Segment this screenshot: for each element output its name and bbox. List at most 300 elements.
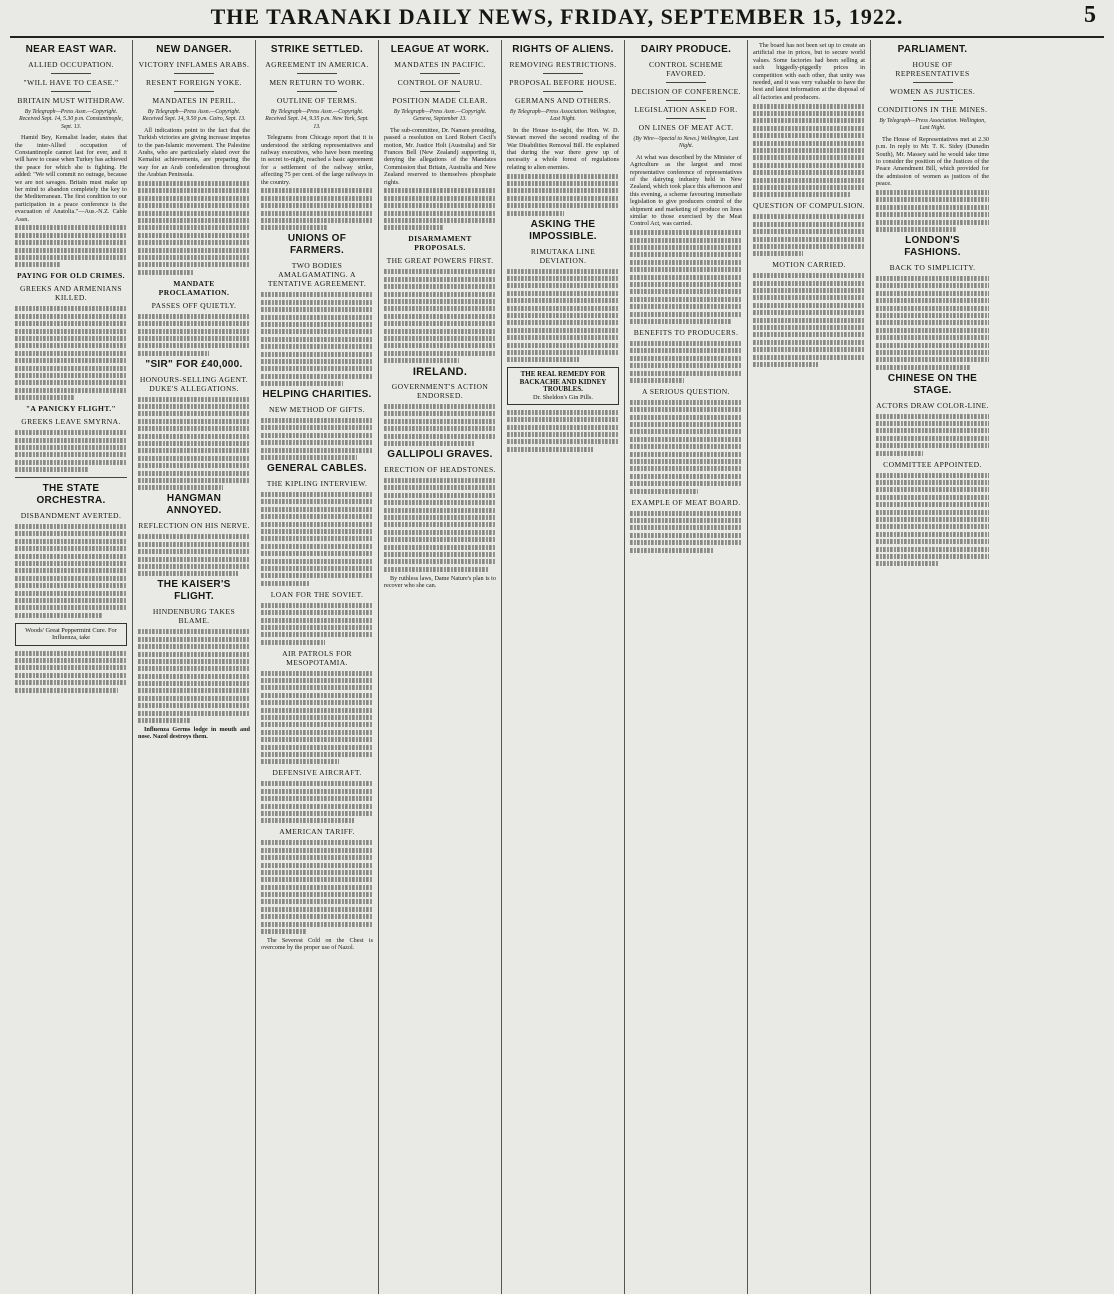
subheading: TWO BODIES AMALGAMATING. A TENTATIVE AGREEMENT. — [267, 261, 367, 289]
divider — [174, 73, 214, 74]
text-line — [753, 251, 803, 256]
text-line — [138, 329, 250, 334]
body-text-block — [507, 174, 619, 216]
text-line — [876, 298, 989, 303]
text-line — [261, 899, 373, 904]
text-line — [261, 632, 373, 637]
subheading: VICTORY INFLAMES ARABS. — [138, 60, 250, 69]
text-line — [876, 205, 989, 210]
text-line — [384, 299, 496, 304]
text-line — [384, 336, 496, 341]
text-line — [384, 292, 496, 297]
columns — [10, 40, 1104, 1294]
text-line — [507, 320, 619, 325]
text-line — [261, 693, 373, 698]
text-line — [876, 313, 989, 318]
text-line — [753, 148, 865, 153]
text-line — [876, 320, 989, 325]
text-line — [15, 539, 127, 544]
body-text-block — [753, 104, 865, 198]
text-line — [876, 495, 989, 500]
text-line — [261, 366, 373, 371]
subheading: THE KIPLING INTERVIEW. — [266, 479, 368, 489]
subheading: ACTORS DRAW COLOR-LINE. — [876, 400, 989, 410]
text-line — [384, 404, 496, 409]
text-line — [261, 781, 373, 786]
text-line — [138, 659, 250, 664]
subheading: HONOURS-SELLING AGENT. DUKE'S ALLEGATIONS. — [139, 374, 249, 393]
headline: GENERAL CABLES. — [267, 463, 367, 475]
text-line — [138, 211, 250, 216]
text-line — [15, 306, 127, 311]
divider — [51, 91, 91, 92]
column-7 — [748, 40, 871, 1294]
text-line — [138, 542, 250, 547]
text-line — [384, 552, 496, 557]
subheading: COMMITTEE APPOINTED. — [883, 459, 982, 469]
subheading: CONDITIONS IN THE MINES. — [877, 105, 988, 114]
text-line — [15, 395, 74, 400]
text-line — [15, 366, 127, 371]
headline: NEAR EAST WAR. — [25, 44, 117, 55]
text-line — [261, 203, 373, 208]
text-line — [15, 445, 127, 450]
text-line — [384, 314, 496, 319]
text-line — [261, 840, 373, 845]
text-line — [630, 437, 742, 442]
advertisement-text: Woods' Great Peppermint Cure. For Influenza, take — [25, 626, 117, 642]
body-text-block — [138, 629, 250, 723]
headline: LEAGUE AT WORK. — [390, 44, 490, 55]
text-line — [261, 211, 373, 216]
text-line — [261, 671, 373, 676]
text-line — [261, 337, 373, 342]
subheading: HINDENBURG TAKES BLAME. — [152, 607, 236, 626]
subheading: GERMANS AND OTHERS. — [515, 96, 611, 105]
text-line — [261, 307, 373, 312]
text-line — [876, 443, 989, 448]
subheading: GREEKS AND ARMENIANS KILLED. — [19, 284, 123, 303]
advertisement — [507, 367, 619, 405]
text-line — [753, 185, 865, 190]
subheading: DISBANDMENT AVERTED. — [20, 511, 122, 521]
text-line — [261, 618, 373, 623]
text-line — [876, 357, 989, 362]
subheading: AIR PATROLS FOR MESOPOTAMIA. — [282, 648, 352, 667]
text-line — [630, 400, 742, 405]
text-line — [384, 203, 496, 208]
text-line — [261, 536, 373, 541]
text-line — [138, 196, 250, 201]
text-line — [876, 561, 938, 566]
body-text-block — [384, 478, 496, 572]
text-line — [507, 174, 619, 179]
advertisement-text: Influenza Germs lodge in mouth and nose. Nazol destroys them. — [138, 726, 250, 741]
text-line — [15, 524, 127, 529]
text-line — [261, 455, 357, 460]
text-line — [15, 583, 127, 588]
divider — [666, 118, 706, 119]
text-line — [384, 522, 496, 527]
text-line — [261, 752, 373, 757]
text-line — [876, 510, 989, 515]
text-line — [630, 356, 742, 361]
text-line — [261, 344, 373, 349]
text-line — [138, 441, 250, 446]
body-text-block — [630, 511, 742, 553]
text-line — [138, 248, 250, 253]
text-line — [507, 291, 619, 296]
text-line — [15, 255, 127, 260]
text-line — [876, 365, 971, 370]
text-line — [138, 426, 250, 431]
divider — [51, 73, 91, 74]
subheading: DISARMAMENT PROPOSALS. — [408, 234, 472, 253]
text-line — [261, 892, 373, 897]
body-text-block — [15, 524, 127, 618]
text-line — [753, 310, 865, 315]
headline: UNIONS OF FARMERS. — [287, 233, 347, 257]
text-line — [876, 517, 989, 522]
page-number: 5 — [1084, 2, 1096, 28]
text-line — [261, 359, 373, 364]
body-text-block — [261, 781, 373, 823]
text-line — [138, 397, 250, 402]
text-line — [138, 463, 250, 468]
subheading: MANDATE PROCLAMATION. — [158, 278, 230, 297]
text-line — [384, 188, 496, 193]
body-text-block — [876, 414, 989, 456]
body-text-block — [753, 273, 865, 367]
text-line — [138, 652, 250, 657]
text-line — [753, 170, 865, 175]
text-line — [507, 410, 619, 415]
subheading: REFLECTION ON HIS NERVE. — [138, 521, 250, 531]
text-line — [630, 378, 684, 383]
text-line — [138, 419, 250, 424]
subheading: MANDATES IN PACIFIC. — [394, 60, 486, 69]
divider — [297, 73, 337, 74]
text-line — [876, 343, 989, 348]
text-line — [261, 581, 310, 586]
text-line — [15, 388, 127, 393]
text-line — [261, 929, 307, 934]
text-line — [15, 673, 127, 678]
article-body: In the House to-night, the Hon. W. D. Stewart moved the second reading of the War Disabilities Removal Bill. He explained that during the war there grew up of necessity a whole forest of regulations relating to alien enemies. — [507, 126, 619, 171]
text-line — [261, 300, 373, 305]
text-line — [384, 218, 496, 223]
text-line — [630, 289, 742, 294]
text-line — [630, 518, 742, 523]
text-line — [261, 225, 328, 230]
body-text-block — [15, 430, 127, 472]
text-line — [630, 245, 742, 250]
text-line — [876, 220, 989, 225]
divider — [913, 100, 953, 101]
text-line — [261, 381, 343, 386]
subheading: OUTLINE OF TERMS. — [276, 96, 358, 105]
text-line — [630, 459, 742, 464]
divider — [666, 82, 706, 83]
text-line — [384, 567, 488, 572]
headline: NEW DANGER. — [156, 44, 232, 55]
text-line — [876, 283, 989, 288]
text-line — [753, 340, 865, 345]
subheading: BRITAIN MUST WITHDRAW. — [17, 96, 125, 105]
text-line — [630, 466, 742, 471]
text-line — [15, 452, 127, 457]
text-line — [630, 363, 742, 368]
text-line — [15, 658, 127, 663]
text-line — [630, 540, 742, 545]
subheading: A SERIOUS QUESTION. — [642, 386, 730, 396]
text-line — [384, 478, 496, 483]
subheading: GOVERNMENT'S ACTION ENDORSED. — [391, 382, 489, 401]
text-line — [261, 610, 373, 615]
text-line — [876, 473, 989, 478]
text-line — [384, 358, 459, 363]
text-line — [630, 275, 742, 280]
text-line — [261, 907, 373, 912]
subheading: RESENT FOREIGN YOKE. — [146, 78, 242, 87]
text-line — [261, 848, 373, 853]
text-line — [876, 335, 989, 340]
text-line — [138, 336, 250, 341]
text-line — [630, 489, 698, 494]
body-text-block — [261, 840, 373, 934]
text-line — [876, 539, 989, 544]
subheading: NEW METHOD OF GIFTS. — [268, 405, 366, 415]
text-line — [261, 708, 373, 713]
text-line — [138, 448, 250, 453]
text-line — [138, 696, 250, 701]
text-line — [138, 270, 194, 275]
text-line — [630, 252, 742, 257]
text-line — [138, 471, 250, 476]
headline: HELPING CHARITIES. — [262, 389, 372, 401]
subheading: "A PANICKY FLIGHT." — [25, 404, 117, 414]
text-line — [507, 269, 619, 274]
text-line — [876, 328, 989, 333]
text-line — [15, 248, 127, 253]
text-line — [15, 262, 60, 267]
text-line — [15, 233, 127, 238]
text-line — [384, 225, 444, 230]
text-line — [15, 680, 127, 685]
text-line — [261, 352, 373, 357]
text-line — [138, 321, 250, 326]
text-line — [753, 288, 865, 293]
text-line — [261, 559, 373, 564]
body-text-block — [507, 410, 619, 452]
article-body: At what was described by the Minister of Agriculture as the largest and most representative conference of representatives of the dairying industry held in New Zealand, which took place this afternoon and this evening, a scheme favouring immediate legislation to give producers control of the shipment and marketing of produce on lines similar to those exercised by the Meat Control Act, was carried. — [630, 153, 742, 228]
text-line — [384, 321, 496, 326]
text-line — [753, 281, 865, 286]
text-line — [15, 314, 127, 319]
text-line — [138, 233, 250, 238]
text-line — [630, 341, 742, 346]
text-line — [138, 718, 191, 723]
text-line — [753, 126, 865, 131]
text-line — [507, 211, 564, 216]
text-line — [753, 325, 865, 330]
text-line — [138, 688, 250, 693]
text-line — [261, 544, 373, 549]
text-line — [261, 292, 373, 297]
text-line — [753, 178, 865, 183]
text-line — [138, 703, 250, 708]
text-line — [261, 603, 373, 608]
text-line — [138, 456, 250, 461]
subheading: BENEFITS TO PRODUCERS. — [633, 327, 739, 337]
body-text-block — [384, 188, 496, 230]
subheading: LOAN FOR THE SOVIET. — [270, 589, 364, 599]
body-text-block — [15, 306, 127, 400]
text-line — [876, 414, 989, 419]
body-text-block — [261, 492, 373, 586]
text-line — [15, 430, 127, 435]
text-line — [138, 478, 250, 483]
text-line — [384, 508, 496, 513]
text-line — [630, 444, 742, 449]
text-line — [138, 434, 250, 439]
text-line — [753, 111, 865, 116]
text-line — [15, 240, 127, 245]
subheading: AGREEMENT IN AMERICA. — [265, 60, 369, 69]
body-text-block — [15, 225, 127, 267]
body-text-block — [876, 473, 989, 567]
text-line — [138, 225, 250, 230]
text-line — [876, 291, 989, 296]
text-line — [138, 351, 209, 356]
text-line — [15, 380, 127, 385]
text-line — [261, 492, 373, 497]
divider — [420, 91, 460, 92]
subheading: MOTION CARRIED. — [772, 260, 846, 270]
text-line — [15, 554, 127, 559]
body-text-block — [630, 341, 742, 383]
text-line — [15, 225, 127, 230]
text-line — [138, 203, 250, 208]
subheading: LEGISLATION ASKED FOR. — [634, 105, 738, 114]
text-line — [261, 922, 373, 927]
text-line — [876, 428, 989, 433]
text-line — [507, 203, 619, 208]
text-line — [138, 314, 250, 319]
text-line — [138, 188, 250, 193]
text-line — [384, 426, 496, 431]
headline: PARLIAMENT. — [897, 44, 968, 55]
text-line — [384, 545, 496, 550]
subheading: CONTROL SCHEME FAVORED. — [649, 60, 723, 78]
text-line — [261, 745, 373, 750]
dateline: By Telegraph—Press Assn.—Copyright. Received Sept. 14, 9.35 p.m. New York, Sept. 13. — [265, 109, 369, 130]
subheading: GREEKS LEAVE SMYRNA. — [21, 417, 121, 427]
text-line — [630, 422, 742, 427]
text-line — [876, 276, 989, 281]
text-line — [876, 480, 989, 485]
text-line — [384, 530, 496, 535]
text-line — [15, 591, 127, 596]
text-line — [261, 811, 373, 816]
text-line — [507, 298, 619, 303]
text-line — [630, 230, 742, 235]
text-line — [507, 343, 619, 348]
text-line — [138, 629, 250, 634]
text-line — [261, 188, 373, 193]
body-text-block — [261, 671, 373, 765]
subheading: RIMUTAKA LINE DEVIATION. — [530, 246, 596, 265]
text-line — [753, 332, 865, 337]
body-text-block — [876, 276, 989, 370]
text-line — [753, 295, 865, 300]
text-line — [876, 554, 989, 559]
text-line — [261, 722, 373, 727]
headline: CHINESE ON THE STAGE. — [887, 372, 978, 396]
subheading: POSITION MADE CLEAR. — [392, 96, 488, 105]
text-line — [630, 238, 742, 243]
text-line — [261, 425, 373, 430]
text-line — [630, 267, 742, 272]
text-line — [261, 759, 339, 764]
text-line — [261, 448, 373, 453]
text-line — [753, 163, 865, 168]
text-line — [15, 613, 103, 618]
text-line — [507, 181, 619, 186]
text-line — [261, 678, 373, 683]
text-line — [15, 351, 127, 356]
body-text-block — [261, 603, 373, 645]
text-line — [138, 549, 250, 554]
body-text-block — [384, 404, 496, 446]
subheading: QUESTION OF COMPULSION. — [753, 201, 865, 211]
text-line — [261, 796, 373, 801]
divider — [666, 100, 706, 101]
body-text-block — [261, 292, 373, 386]
text-line — [261, 885, 373, 890]
subheading: MANDATES IN PERIL. — [152, 96, 236, 105]
text-line — [753, 347, 865, 352]
text-line — [261, 789, 373, 794]
headline: THE STATE ORCHESTRA. — [36, 483, 106, 507]
text-line — [261, 374, 373, 379]
text-line — [261, 315, 373, 320]
text-line — [15, 598, 127, 603]
text-line — [507, 328, 619, 333]
text-line — [138, 534, 250, 539]
text-line — [753, 133, 865, 138]
divider — [297, 91, 337, 92]
text-line — [261, 322, 373, 327]
text-line — [384, 493, 496, 498]
body-text-block — [753, 214, 865, 256]
text-line — [15, 438, 127, 443]
text-line — [507, 196, 619, 201]
text-line — [384, 269, 496, 274]
text-line — [15, 605, 127, 610]
text-line — [138, 681, 250, 686]
text-line — [753, 273, 865, 278]
body-text-block — [138, 314, 250, 356]
divider — [420, 73, 460, 74]
text-line — [876, 502, 989, 507]
text-line — [507, 313, 619, 318]
text-line — [15, 336, 127, 341]
text-line — [876, 451, 923, 456]
text-line — [15, 531, 127, 536]
dateline: By Telegraph—Press Association. Wellington, Last Night. — [509, 109, 617, 123]
headline: RIGHTS OF ALIENS. — [512, 44, 614, 55]
